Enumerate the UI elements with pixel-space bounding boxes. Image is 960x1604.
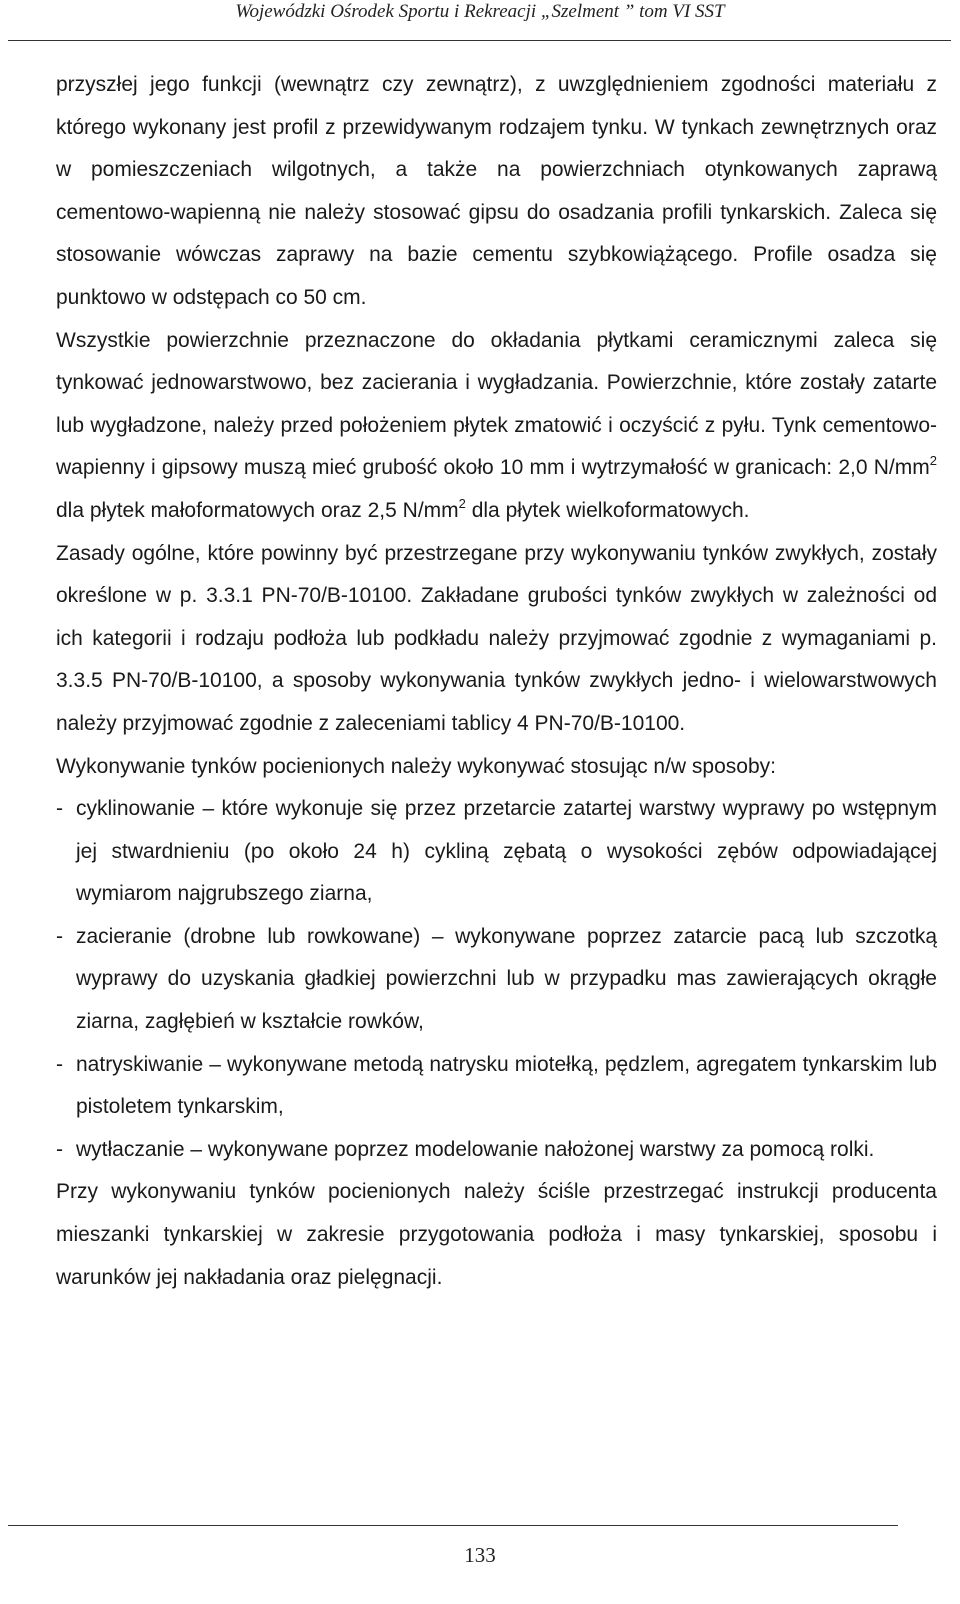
paragraph-manufacturer-instructions: Przy wykonywaniu tynków pocienionych należy ściśle przestrzegać instrukcji producenta mieszanki tynkarskiej w zakresie przygotowania podłoża i masy tynkarskiej, sposobu i warunków jej nakładania oraz pielęgnacji. <box>56 1180 937 1289</box>
header-divider <box>8 40 951 41</box>
list-item <box>56 1044 937 1129</box>
page-number: 133 <box>464 1543 496 1567</box>
list-item <box>56 916 937 1044</box>
bullet-dash: - <box>56 1137 63 1161</box>
header-title: Wojewódzki Ośrodek Sportu i Rekreacji „Szelment ” tom VI SST <box>235 1 725 22</box>
paragraph-general-rules: Zasady ogólne, które powinny być przestrzegane przy wykonywaniu tynków zwykłych, zostały określone w p. 3.3.1 PN-70/B-10100. Zakładane grubości tynków zwykłych w zależności od ich kategorii i rodzaju podłoża lub podkładu należy przyjmować zgodnie z wymaganiami p. 3.3.5 PN-70/B-10100, a sposoby wykonywania tynków zwykłych jedno- i wielowarstwowych należy przyjmować zgodnie z zaleceniami tablicy 4 PN-70/B-10100. <box>56 541 937 735</box>
paragraph-tile-surfaces <box>56 320 937 533</box>
bullet-dash: - <box>56 924 63 948</box>
bullet-dash: - <box>56 797 63 821</box>
paragraph-tile-text-3: dla płytek wielkoformatowych. <box>465 498 750 522</box>
superscript-2: 2 <box>929 453 937 469</box>
paragraph-profiles: przyszłej jego funkcji (wewnątrz czy zewnątrz), z uwzględnieniem zgodności materiału z którego wykonany jest profil z przewidywanym rodzajem tynku. W tynkach zewnętrznych oraz w pomieszczeniach wilgotnych, a także na powierzchniach otynkowanych zaprawą cementowo-wapienną nie należy stosować gipsu do osadzania profili tynkarskich. Zaleca się stosowanie wówczas zaprawy na bazie cementu szybkowiążącego. Profile osadza się punktowo w odstępach co 50 cm. <box>56 73 937 309</box>
paragraph-thin-plaster-intro: Wykonywanie tynków pocienionych należy wykonywać stosując n/w sposoby: <box>56 754 776 778</box>
list-item <box>56 1129 937 1172</box>
bullet-dash: - <box>56 1052 63 1076</box>
list-item-text: cyklinowanie – które wykonuje się przez przetarcie zatartej warstwy wyprawy po wstępnym jej stwardnieniu (po około 24 h) cykliną zębatą o wysokości zębów odpowiadającej wymiarom najgrubszego ziarna, <box>76 797 937 906</box>
list-item <box>56 788 937 916</box>
list-item-text: natryskiwanie – wykonywane metodą natrysku miotełką, pędzlem, agregatem tynkarskim lub pistoletem tynkarskim, <box>76 1052 937 1119</box>
thin-plaster-methods-list <box>56 788 937 1171</box>
page-header <box>0 0 960 40</box>
list-item-text: zacieranie (drobne lub rowkowane) – wykonywane poprzez zatarcie pacą lub szczotką wyprawy do uzyskania gładkiej powierzchni lub w przypadku mas zawierających okrągłe ziarna, zagłębień w kształcie rowków, <box>76 924 937 1034</box>
footer-divider <box>8 1525 898 1526</box>
list-item-text: wytłaczanie – wykonywane poprzez modelowanie nałożonej warstwy za pomocą rolki. <box>76 1137 875 1161</box>
superscript-2: 2 <box>458 495 466 511</box>
document-body <box>56 64 937 1299</box>
paragraph-tile-text-2: dla płytek małoformatowych oraz 2,5 N/mm <box>56 498 459 522</box>
paragraph-tile-text-1: Wszystkie powierzchnie przeznaczone do okładania płytkami ceramicznymi zaleca się tynkować jednowarstwowo, bez zacierania i wygładzania. Powierzchnie, które zostały zatarte lub wygładzone, należy przed położeniem płytek zmatowić i oczyścić z pyłu. Tynk cementowo-wapienny i gipsowy muszą mieć grubość około 10 mm i wytrzymałość w granicach: 2,0 N/mm <box>56 328 937 480</box>
